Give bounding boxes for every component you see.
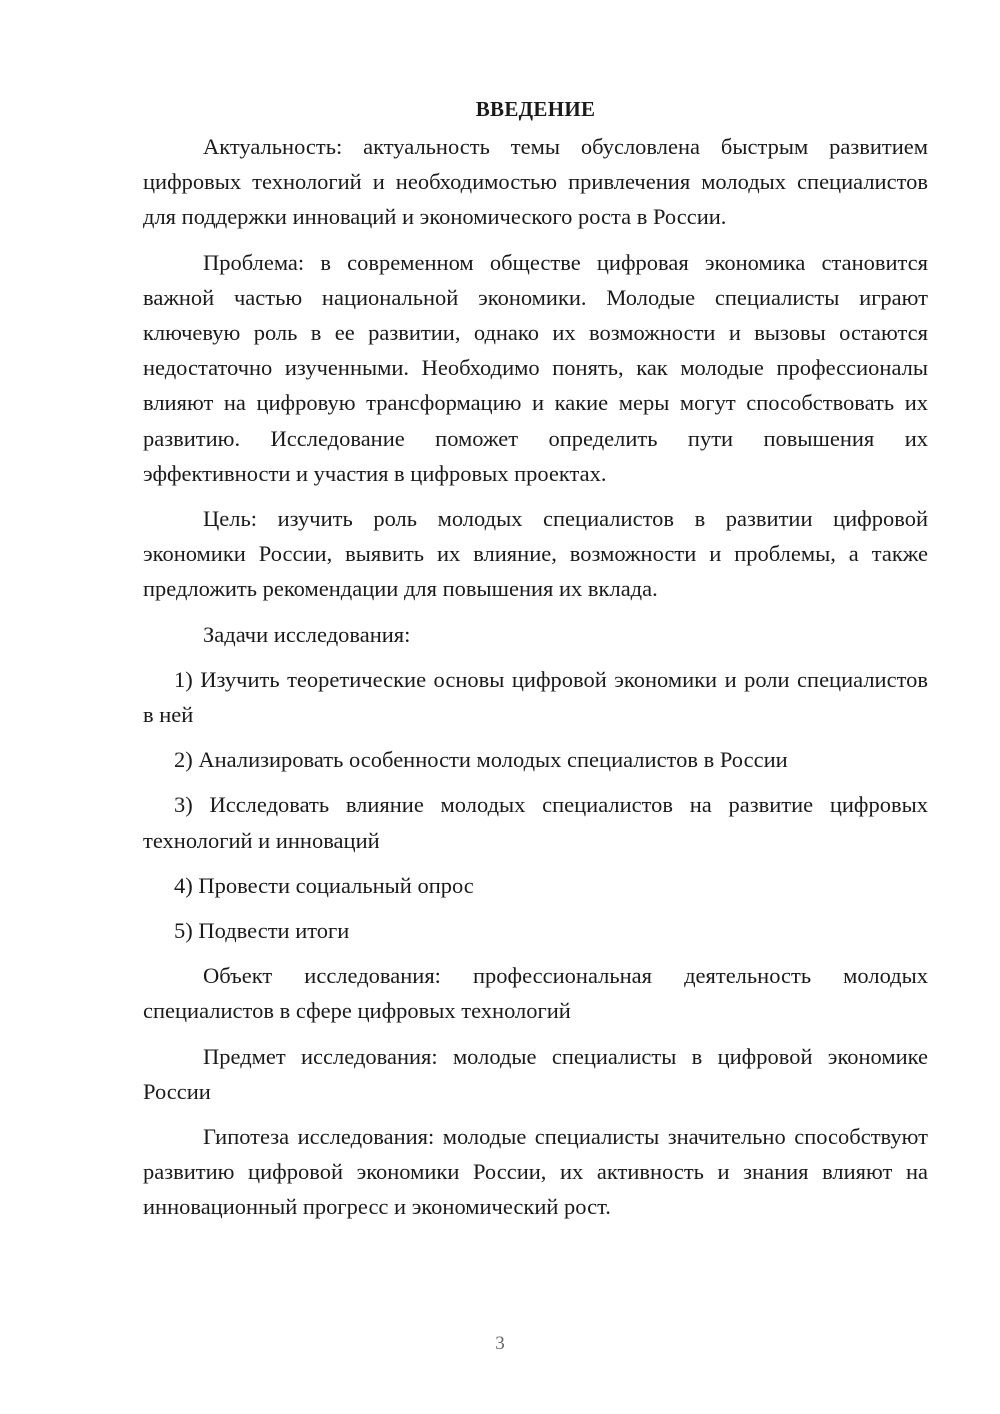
- page-number: 3: [495, 1333, 505, 1354]
- task-item-3: 3) Исследовать влияние молодых специалистов на развитие цифровых технологий и инноваций: [143, 792, 928, 853]
- document-title: ВВЕДЕНИЕ: [475, 97, 596, 121]
- paragraph-hypothesis: Гипотеза исследования: молодые специалисты значительно способствуют развитию цифровой экономики России, их активность и знания влияют на инновационный прогресс и экономический рост.: [143, 1124, 928, 1220]
- task-item-5: 5) Подвести итоги: [174, 918, 350, 944]
- paragraph-tasks-heading: Задачи исследования:: [203, 621, 411, 647]
- task-item-2: 2) Анализировать особенности молодых специалистов в России: [174, 747, 788, 773]
- task-item-4: 4) Провести социальный опрос: [174, 872, 474, 898]
- paragraph-problem: Проблема: в современном обществе цифровая экономика становится важной частью национальной экономики. Молодые специалисты играют ключевую роль в ее развитии, однако их возможности и вызовы остаются недостаточно изученными. Необходимо понять, как молодые профессионалы влияют на цифровую трансформацию и какие меры могут способствовать их развитию. Исследование поможет определить пути повышения их эффективности и участия в цифровых проектах.: [143, 249, 928, 486]
- paragraph-relevance: Актуальность: актуальность темы обусловлена быстрым развитием цифровых технологий и необходимостью привлечения молодых специалистов для поддержки инноваций и экономического роста в России.: [143, 134, 928, 230]
- document-page: [143, 94, 928, 1225]
- paragraph-subject: Предмет исследования: молодые специалисты в цифровой экономике России: [143, 1043, 928, 1104]
- task-item-1: 1) Изучить теоретические основы цифровой экономики и роли специалистов в ней: [143, 666, 928, 728]
- paragraph-object: Объект исследования: профессиональная деятельность молодых специалистов в сфере цифровых технологий: [143, 963, 928, 1024]
- paragraph-goal: Цель: изучить роль молодых специалистов в развитии цифровой экономики России, выявить их влияние, возможности и проблемы, а также предложить рекомендации для повышения их вклада.: [143, 506, 928, 602]
